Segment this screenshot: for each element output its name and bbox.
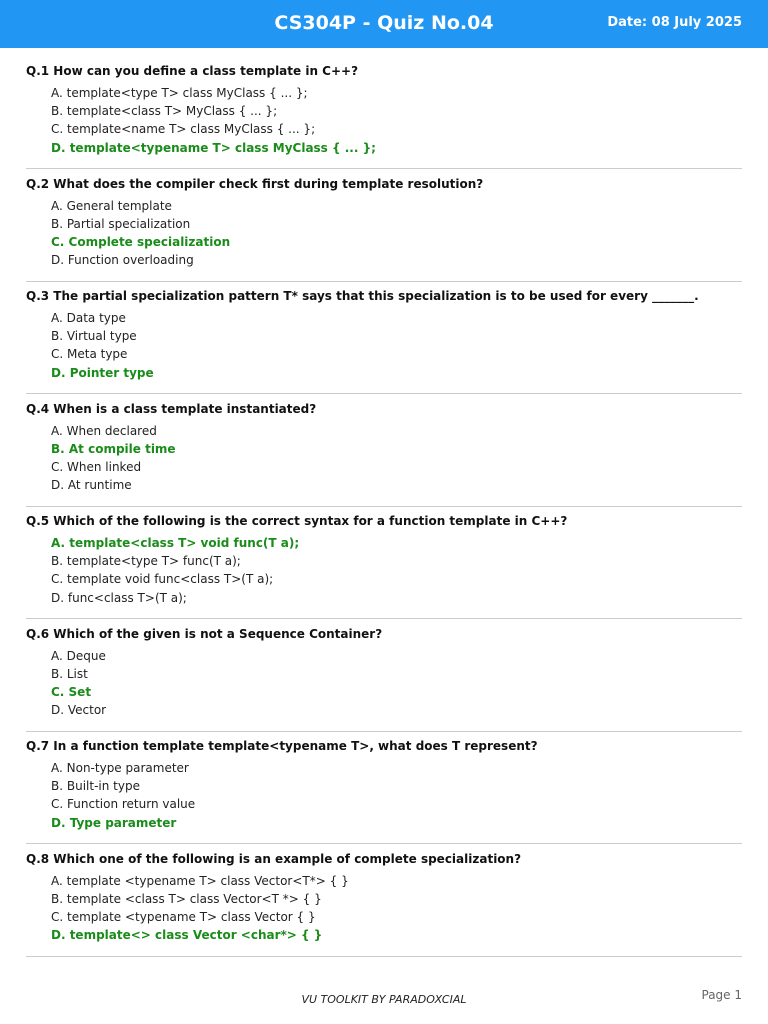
question-text: Q.3 The partial specialization pattern T* says that this specialization is to be used for every _______. — [26, 289, 699, 303]
option-b: B. template <class T> class Vector<T *> { } — [51, 891, 322, 906]
option-list — [26, 759, 742, 832]
option-d: D. At runtime — [51, 478, 132, 493]
option-c: C. When linked — [51, 459, 142, 474]
option-c: C. Function return value — [51, 797, 196, 812]
question-5 — [26, 508, 742, 619]
option-d: D. Type parameter — [51, 815, 177, 830]
option-a: A. template<type T> class MyClass { ... }; — [51, 86, 308, 100]
option-list — [26, 422, 742, 495]
option-b: B. Partial specialization — [51, 216, 191, 231]
option-b: B. Virtual type — [51, 329, 137, 344]
option-b: B. template<type T> func(T a); — [51, 554, 241, 569]
option-d: D. template<> class Vector <char*> { } — [51, 928, 323, 943]
option-b: B. List — [51, 666, 88, 681]
question-text: Q.8 Which one of the following is an example of complete specialization? — [26, 851, 522, 866]
question-6 — [26, 621, 742, 732]
question-text: Q.4 When is a class template instantiated? — [26, 401, 317, 416]
question-text: Q.5 Which of the following is the correct syntax for a function template in C++? — [26, 514, 568, 528]
option-a: A. Data type — [51, 311, 126, 325]
option-d: D. Vector — [51, 703, 107, 718]
option-c: C. Meta type — [51, 347, 128, 362]
option-list — [26, 84, 742, 157]
option-a: A. Deque — [51, 648, 106, 663]
question-8 — [26, 846, 742, 957]
option-list — [26, 534, 742, 607]
option-a: A. template <typename T> class Vector<T*> { } — [51, 873, 349, 888]
page-title: CS304P - Quiz No.04 — [274, 12, 494, 34]
question-text: Q.1 How can you define a class template in C++? — [26, 64, 359, 78]
option-list — [26, 872, 742, 945]
header-bar — [0, 0, 768, 48]
option-a: A. General template — [51, 198, 172, 213]
option-b: B. template<class T> MyClass { ... }; — [51, 104, 278, 119]
option-d: D. func<class T>(T a); — [51, 590, 187, 605]
option-c: C. template<name T> class MyClass { ... }; — [51, 122, 316, 137]
question-2 — [26, 171, 742, 282]
option-list — [26, 309, 742, 382]
page-number: Page 1 — [701, 988, 742, 1002]
option-d: D. template<typename T> class MyClass { ... }; — [51, 140, 376, 155]
option-d: D. Function overloading — [51, 253, 194, 268]
question-text: Q.2 What does the compiler check first during template resolution? — [26, 176, 484, 191]
question-7 — [26, 733, 742, 844]
option-c: C. Complete specialization — [51, 234, 231, 249]
question-1 — [26, 58, 742, 169]
option-d: D. Pointer type — [51, 365, 154, 380]
option-a: A. Non-type parameter — [51, 761, 189, 775]
option-list — [26, 197, 742, 270]
option-c: C. Set — [51, 684, 92, 699]
question-text: Q.6 Which of the given is not a Sequence Container? — [26, 626, 383, 641]
option-c: C. template <typename T> class Vector { } — [51, 909, 316, 924]
question-3 — [26, 283, 742, 394]
option-b: B. Built-in type — [51, 779, 140, 794]
option-a: A. template<class T> void func(T a); — [51, 536, 300, 550]
option-list — [26, 647, 742, 720]
option-a: A. When declared — [51, 423, 157, 438]
option-b: B. At compile time — [51, 441, 176, 456]
option-c: C. template void func<class T>(T a); — [51, 572, 274, 587]
question-text: Q.7 In a function template template<typename T>, what does T represent? — [26, 739, 538, 753]
quiz-date: Date: 08 July 2025 — [607, 15, 742, 30]
footer-credit: VU TOOLKIT BY PARADOXCIAL — [301, 993, 467, 1006]
question-4 — [26, 396, 742, 507]
quiz-list — [26, 58, 742, 957]
